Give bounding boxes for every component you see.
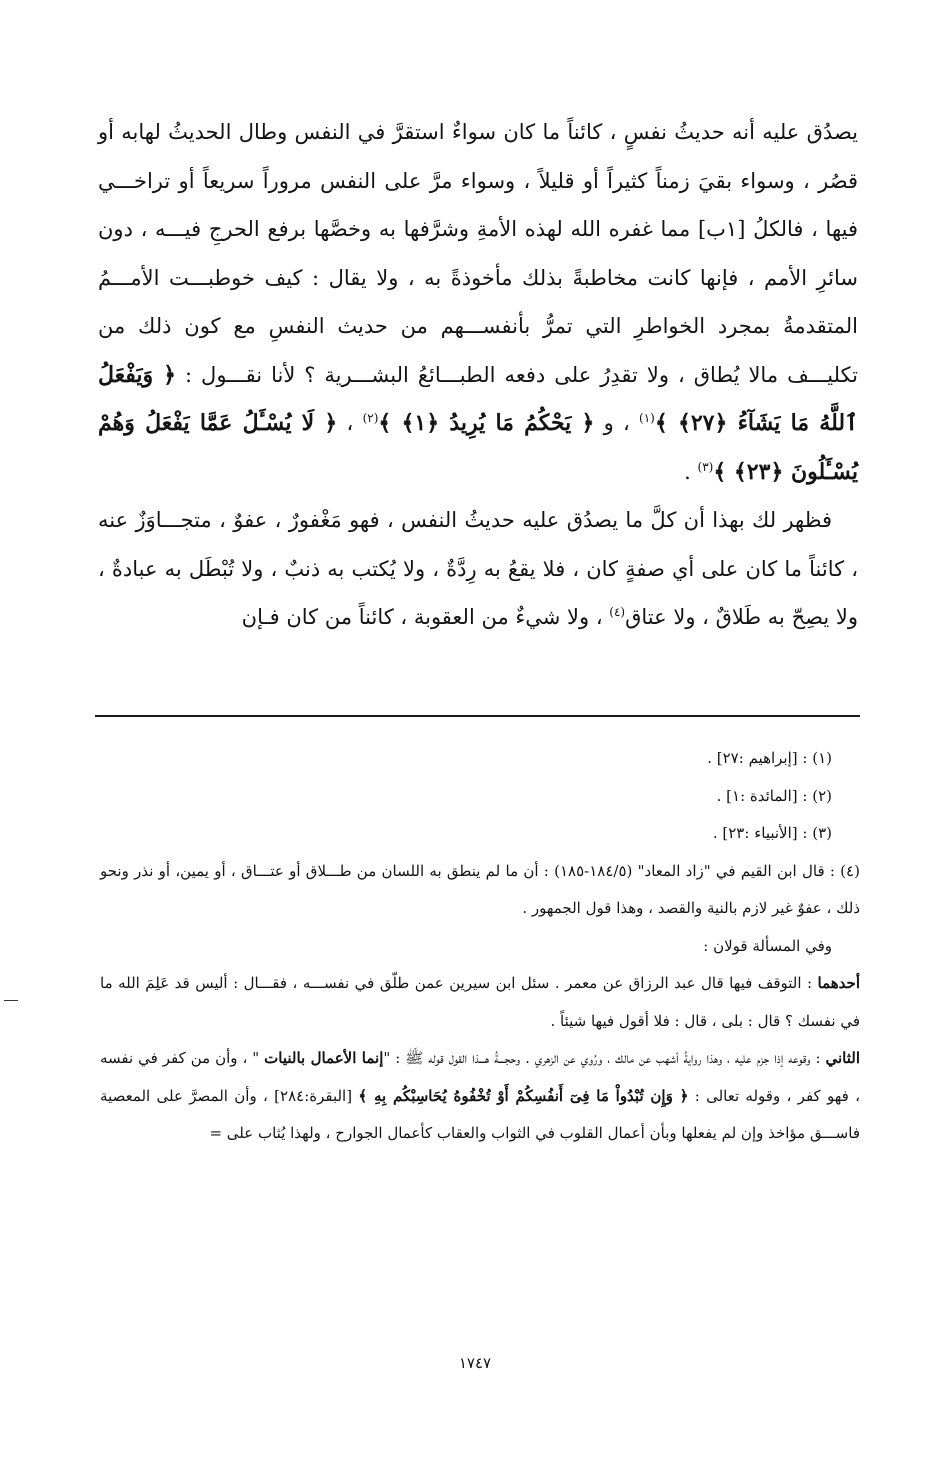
quran-verse: ﴿ وَإِن تُبْدُواْ مَا فِىٓ أَنفُسِكُمْ أَوْ تُخْفُوهُ يُحَاسِبْكُم بِهِ ﴾ [358, 1086, 689, 1105]
text-segment: ، [346, 411, 354, 435]
first-opinion [100, 965, 860, 1040]
main-text [98, 108, 858, 642]
footnote-3: (٣) : [الأنبياء :٢٣] . [712, 824, 832, 842]
second-opinion-label: الثاني [825, 1049, 860, 1067]
quran-verse: ﴿ لَا يُسْـَٔلُ عَمَّا يَفْعَلُ وَهُمْ يُسْـَٔلُونَ ﴿٢٣﴾ ﴾ [98, 410, 858, 485]
second-opinion-text: [البقرة:٢٨٤] ، وأن المصرَّ على المعصية فاســـق مؤاخذ وإن لم يفعلها وبأن أعمال القلوب في الثواب والعقاب كأعمال الجوارح ، ولهذا يُثاب على = [100, 1086, 860, 1142]
footnote-2: (٢) : [المائدة :١] . [716, 786, 832, 805]
text-segment: يصدُق عليه أنه حديثُ نفسٍ ، كائناً ما كان سواءٌ استقرَّ في النفس وطال الحديثُ لهابه أو قصُر ، وسواء بقيَ زمناً كثيراً أو قليلاً ، وسواء مرَّ على النفس مروراً سريعاً أو تراخـــي فيها ، فالكلُ [١ب] مما غفره الله لهذه الأمةِ وشرَّفها به وخصَّها برفع الحرجِ فيـــه ، دون سائرِ الأمم ، فإنها كانت مخاطبةً بذلك مأخوذةً به ، ولا يقال : كيف خوطبـــت الأمـــمُ المتقدمةُ بمجرد الخواطرِ التي تمرُّ بأنفســـهم من حديث النفسِ مع كون ذلك من تكليـــف مالا يُطاق ، ولا تقدِرُ على دفعه الطبـــائعُ البشـــرية ؟ لأنا نقـــول : [98, 120, 858, 387]
footnotes [100, 740, 860, 1153]
first-opinion-label: أحدهما [817, 974, 860, 992]
footnote-ref: (٢) [362, 411, 379, 425]
text-segment: . [684, 459, 691, 484]
footnote-ref: (٤) [609, 605, 626, 619]
footnote-separator [95, 715, 860, 717]
paragraph-1 [98, 108, 858, 496]
footnote-4-line-1: (٤) : قال ابن القيم في "زاد المعاد" (١٨٤/٥-١٨٥) : أن ما لم ينطق به اللسان من طـــلاق أو عتـــاق ، أو [214, 861, 860, 880]
page-number: ١٧٤٧ [458, 1354, 492, 1372]
footnote-4 [100, 853, 860, 928]
second-opinion [100, 1040, 860, 1153]
text-segment: ، و [603, 411, 630, 435]
margin-mark [4, 1000, 18, 1001]
second-opinion-text: : وقوعه إذا جزم عليه ، وهذا روايةُ أشهب عن مالك ، ورُوي عن الزهري . وحجـــةُ هـــذا القول قوله ﷺ : " [383, 1049, 821, 1067]
quran-verse: ﴿ وَيَفْعَلُ ٱللَّهُ مَا يَشَآءُ ﴿٢٧﴾ ﴾ [98, 361, 858, 436]
text-segment: ، ولا شيءٌ من العقوبة ، كائناً من كان فـإن [241, 605, 603, 629]
paragraph-2 [98, 496, 858, 642]
footnote-4-line-3: وفي المسألة قولان : [703, 936, 832, 955]
second-opinion-text: " ، وأن من كفر في نفسه ، فهو كفر ، وقوله تعالى : [100, 1049, 860, 1105]
footnote-ref: (٣) [697, 459, 714, 474]
quran-verse: ﴿ يَحْكُمُ مَا يُرِيدُ ﴿١﴾ ﴾ [378, 410, 595, 436]
first-opinion-text: : التوقف فيها قال عبد الرزاق عن معمر . سئل ابن سيرين عمن طلّق في نفســـه ، فقـــال : أليس قد عَلِمَ الله ما في نفسك ؟ قال : بلى ، قال : فلا أقول فيها شيئاً . [100, 974, 860, 1030]
footnote-ref: (١) [639, 411, 655, 425]
hadith-text: إنما الأعمال بالنيات [264, 1049, 384, 1067]
footnote-1: (١) : [إبراهيم :٢٧] . [707, 749, 832, 767]
text-segment: فظهر لك بهذا أن كلَّ ما يصدُق عليه حديثُ النفس ، فهو مَغْفورٌ ، عفوٌ ، متجـــاوَزٌ عنه ، كائناً ما كان على أي صفةٍ كان ، فلا يقعُ به رِدَّةٌ ، ولا يُكتب به ذنبٌ ، ولا تُبْطَل به عبادةٌ ، ولا يصِحّ به طَلاقٌ ، ولا عتاق [98, 508, 858, 629]
footnote-4-line-2: يمين، أو نذر ونحو ذلك ، عفوٌ غير لازم بالنية والقصد ، وهذا قول الجمهور . [100, 861, 860, 917]
